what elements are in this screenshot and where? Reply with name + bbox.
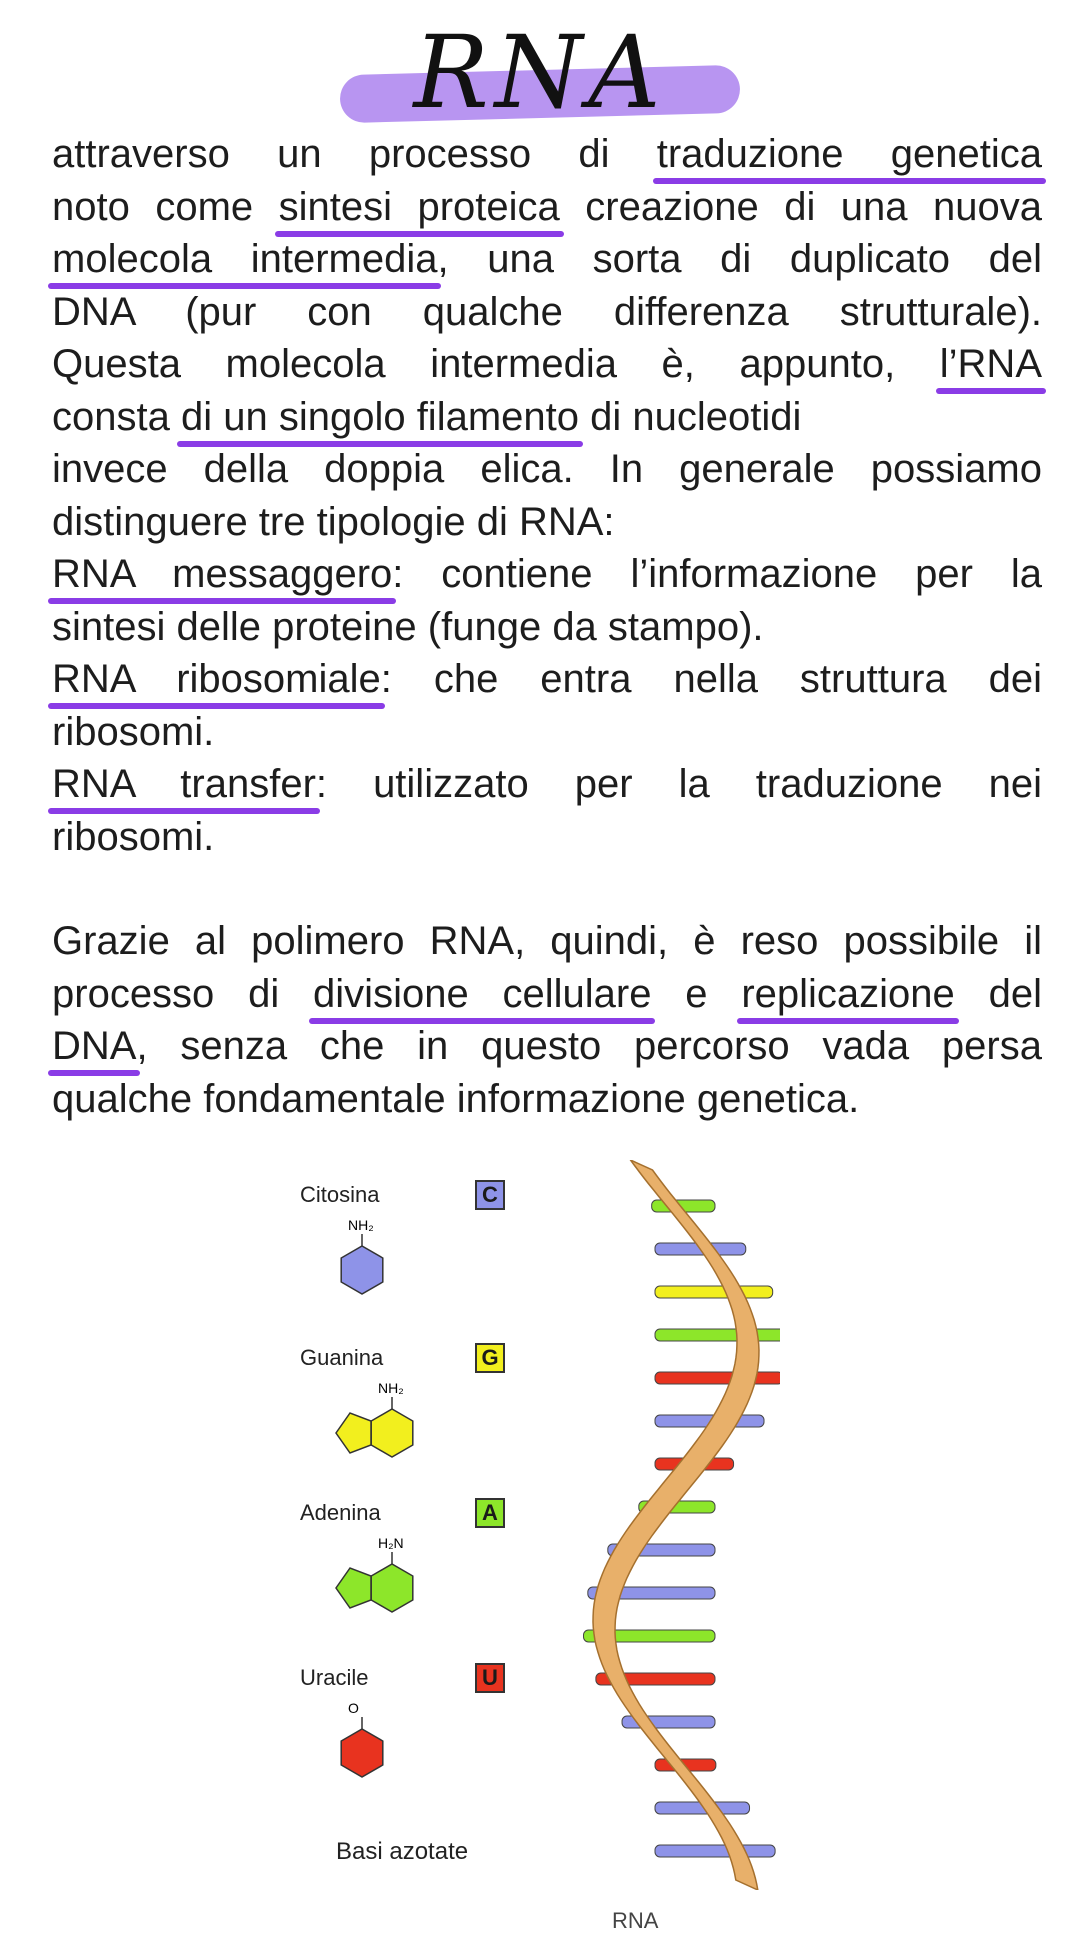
text-segment: noto come	[52, 184, 279, 229]
molecule-a-icon	[300, 1526, 440, 1646]
base-name-g: Guanina	[300, 1345, 384, 1370]
functional-group-label: O	[348, 1700, 359, 1716]
nucleotide-bar	[655, 1329, 780, 1341]
text-line	[52, 443, 1042, 496]
text-segment: ribosomi.	[52, 814, 215, 859]
text-line	[52, 1073, 1042, 1126]
text-segment: invece della doppia elica. In generale possiamo	[52, 447, 1042, 491]
text-line	[52, 1020, 1042, 1073]
text-segment: sintesi delle proteine (funge da stampo).	[52, 604, 764, 649]
title-area	[0, 0, 1080, 140]
base-name-c: Citosina	[300, 1182, 380, 1207]
text-line	[52, 496, 1042, 549]
molecule-c-icon	[300, 1208, 440, 1328]
highlighted-term: molecola intermedia	[52, 237, 438, 281]
rna-helix-icon	[550, 1160, 780, 1890]
text-line	[52, 968, 1042, 1021]
text-segment: distinguere tre tipologie di RNA:	[52, 499, 615, 544]
text-line	[52, 758, 1042, 811]
highlighted-term: traduzione genetica	[656, 132, 1042, 176]
text-segment: e	[651, 971, 742, 1016]
ring-shape	[336, 1568, 371, 1608]
nucleotide-bar	[655, 1845, 775, 1857]
base-name-a: Adenina	[300, 1500, 381, 1525]
highlighted-term: RNA messaggero	[52, 552, 393, 596]
text-segment: consta	[52, 394, 181, 439]
text-line	[52, 811, 1042, 864]
page-title: RNA	[413, 14, 667, 131]
ring-shape	[371, 1409, 413, 1457]
nucleotide-bar	[655, 1372, 780, 1384]
figure-caption: Basi azotate	[336, 1838, 469, 1865]
highlighted-term: RNA ribosomiale	[52, 657, 381, 701]
base-letter-c: C	[475, 1180, 505, 1210]
text-line	[52, 391, 1042, 444]
text-line	[52, 233, 1042, 286]
text-segment: creazione di una nuova	[559, 184, 1043, 229]
paragraph-gap	[52, 863, 1042, 915]
text-segment: DNA (pur con qualche differenza strutturale).	[52, 289, 1042, 334]
text-line	[52, 181, 1042, 234]
ring-shape	[336, 1413, 371, 1453]
highlighted-term: sintesi proteica	[278, 184, 560, 229]
ring-shape	[341, 1729, 383, 1777]
highlighted-term: divisione cellulare	[313, 971, 652, 1016]
text-segment: , una sorta di duplicato del	[437, 237, 1042, 281]
text-segment: : utilizzato per la traduzione nei	[315, 762, 1042, 806]
figure-bottom-label: RNA	[612, 1908, 659, 1933]
text-line	[52, 706, 1042, 759]
text-segment: Grazie al polimero RNA, quindi, è reso possibile il	[52, 919, 1042, 963]
highlighted-term: replicazione	[741, 971, 955, 1016]
text-segment: di nucleotidi	[579, 394, 802, 439]
highlighted-term: RNA transfer	[52, 762, 316, 806]
text-line	[52, 548, 1042, 601]
text-segment: ribosomi.	[52, 709, 215, 754]
ring-shape	[341, 1246, 383, 1294]
text-segment: , senza che in questo percorso vada persa	[136, 1024, 1042, 1068]
text-line	[52, 601, 1042, 654]
molecule-g-icon	[300, 1371, 440, 1491]
nucleotide-bar	[655, 1286, 773, 1298]
document-body	[52, 128, 1042, 1125]
ring-shape	[371, 1564, 413, 1612]
text-line	[52, 338, 1042, 391]
functional-group-label: H₂N	[378, 1535, 404, 1551]
highlighted-term: DNA	[52, 1024, 137, 1068]
text-line	[52, 128, 1042, 181]
text-segment: attraverso un processo di	[52, 132, 657, 176]
text-segment: processo di	[52, 971, 314, 1016]
base-letter-u: U	[475, 1663, 505, 1693]
backbone-strand	[593, 1160, 759, 1890]
text-line	[52, 915, 1042, 968]
text-segment: Questa molecola intermedia è, appunto,	[52, 342, 940, 386]
text-segment: qualche fondamentale informazione genetica.	[52, 1076, 860, 1121]
text-segment: : che entra nella struttura dei	[380, 657, 1042, 701]
text-line	[52, 286, 1042, 339]
base-letter-g: G	[475, 1343, 505, 1373]
text-segment: : contiene l’informazione per la	[392, 552, 1042, 596]
highlighted-term: l’RNA	[939, 342, 1042, 386]
molecule-u-icon	[300, 1691, 440, 1811]
rna-figure	[270, 1140, 790, 1900]
functional-group-label: NH₂	[378, 1380, 404, 1396]
text-line	[52, 653, 1042, 706]
base-name-u: Uracile	[300, 1665, 369, 1690]
base-letter-a: A	[475, 1498, 505, 1528]
text-segment: del	[954, 971, 1042, 1016]
functional-group-label: NH₂	[348, 1217, 374, 1233]
highlighted-term: di un singolo filamento	[180, 394, 579, 439]
